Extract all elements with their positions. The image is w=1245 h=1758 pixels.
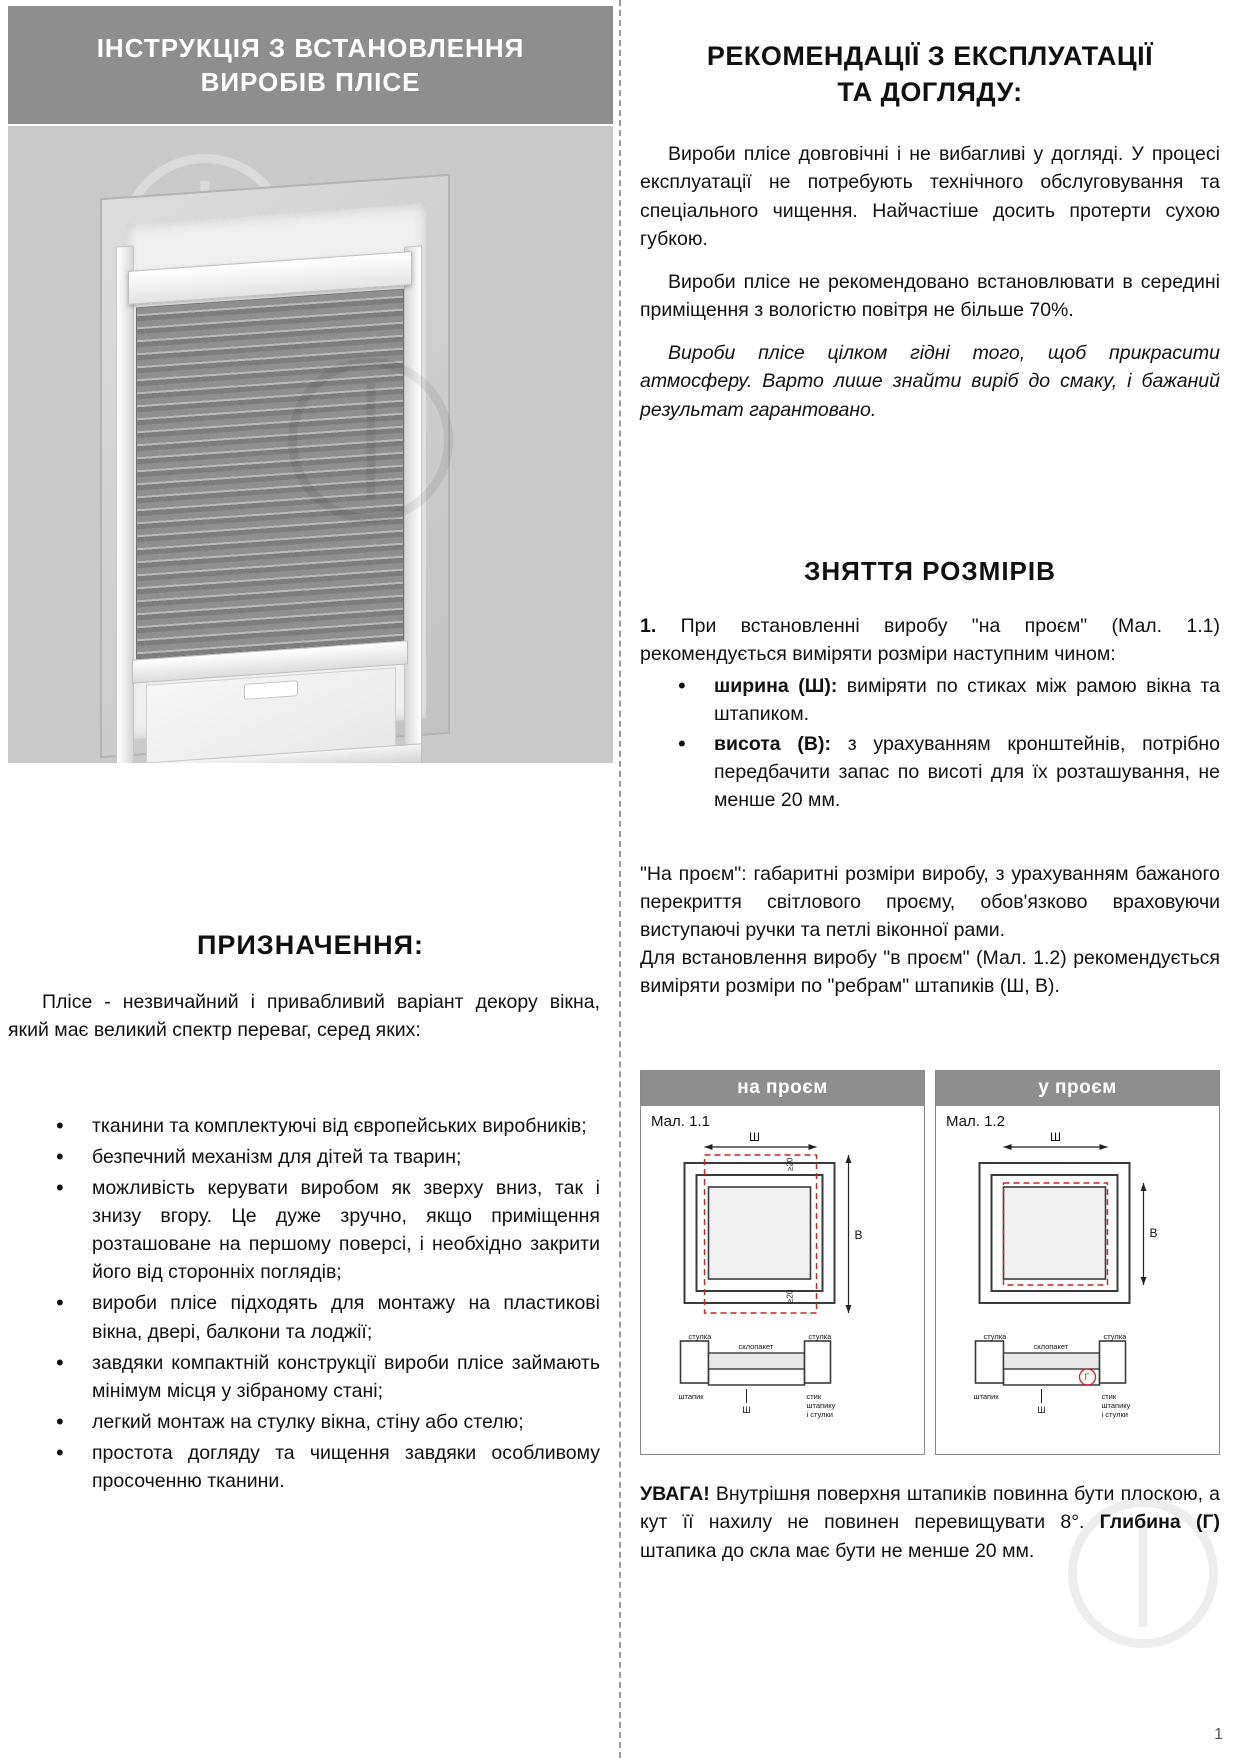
product-photo xyxy=(8,126,613,763)
list-item: • завдяки компактній конструкції вироби пліcе займають мінімум місця у зібраному стані; xyxy=(30,1349,600,1405)
diagram-u-proem xyxy=(935,1070,1220,1455)
window-frame-left xyxy=(116,245,134,763)
measurement-notes xyxy=(640,860,1220,1000)
list-item: • можливість керувати виробом як зверху вниз, так і знизу вгору. Це дуже зручно, якщо приміщення розташоване на першому поверсі, і необхідно закрити його від сторонніх поглядів; xyxy=(30,1174,600,1286)
list-item xyxy=(640,730,1220,814)
svg-text:склопакет: склопакет xyxy=(1033,1342,1069,1351)
measurement-note-2: Для встановлення виробу "в проєм" (Мал. 1.2) рекомендується виміряти розміри по "ребрам" штапиків (Ш, В). xyxy=(640,947,1220,998)
svg-text:стик: стик xyxy=(1101,1392,1117,1401)
bullet-text-height: з урахуванням кронштейнів, потрібно передбачити запас по висоті для їх розташування, не менше 20 мм. xyxy=(714,733,1220,812)
diagram-na-proem xyxy=(640,1070,925,1455)
watermark-right-icon xyxy=(1068,1498,1218,1648)
warning-text-1: Внутрішня поверхня штапиків повинна бути плоскою, а кут її нахилу не повинен перевищувати 8°. xyxy=(640,1483,1220,1534)
measurement-intro xyxy=(640,612,1220,668)
watermark-secondary-icon xyxy=(288,358,453,523)
right-column xyxy=(640,0,1236,1758)
column-divider xyxy=(619,0,621,1758)
measurement-intro-block xyxy=(640,612,1220,821)
list-item: • простота догляду та чищення завдяки особливому просоченню тканини. xyxy=(30,1439,600,1495)
care-paragraph-1: Вироби пліcе довговічні і не вибагливі у догляді. У процесі експлуатації не потребують технічного обслуговування та спеціального чищення. Найчастіше досить протерти сухою губкою. xyxy=(640,143,1220,251)
diagram-header-1: на проєм xyxy=(641,1071,924,1106)
purpose-bullet-list xyxy=(30,1112,600,1498)
diagram-svg-1 xyxy=(641,1127,924,1447)
svg-text:і стулки: і стулки xyxy=(806,1410,833,1419)
bullet-lead-height: висота (В): xyxy=(714,733,831,756)
diagram-svg-2 xyxy=(936,1127,1219,1447)
purpose-intro xyxy=(8,988,600,1045)
diagram-caption-1: Мал. 1.1 xyxy=(651,1113,710,1130)
svg-text:стулка: стулка xyxy=(1103,1332,1127,1341)
left-header-text xyxy=(97,31,525,100)
care-paragraph-2: Вироби пліcе не рекомендовано встановлювати в середині приміщення з вологістю повітря не більше 70%. xyxy=(640,270,1220,322)
svg-text:штапик: штапик xyxy=(973,1392,999,1401)
svg-text:стулка: стулка xyxy=(808,1332,832,1341)
care-heading-line2: ТА ДОГЛЯДУ: xyxy=(837,77,1023,108)
page-number: 1 xyxy=(1214,1726,1223,1743)
left-header-line1: ІНСТРУКЦІЯ З ВСТАНОВЛЕННЯ xyxy=(96,32,525,63)
bullet-lead-width: ширина (Ш): xyxy=(714,675,838,698)
svg-text:штапику: штапику xyxy=(1101,1401,1131,1410)
measurement-intro-text: При встановленні виробу "на проєм" (Мал. 1.1) рекомендується виміряти розміри наступним чином: xyxy=(640,615,1220,666)
svg-text:стулка: стулка xyxy=(983,1332,1007,1341)
svg-text:штапику: штапику xyxy=(806,1401,836,1410)
warning-text-2: штапика до скла має бути не менше 20 мм. xyxy=(640,1539,1035,1562)
svg-text:Ш: Ш xyxy=(1037,1405,1046,1415)
list-item: • безпечний механізм для дітей та тварин; xyxy=(30,1143,600,1171)
svg-text:стик: стик xyxy=(806,1392,822,1401)
diagram-header-2: у проєм xyxy=(936,1071,1219,1106)
warning-lead: УВАГА! xyxy=(640,1483,710,1505)
purpose-heading: ПРИЗНАЧЕННЯ: xyxy=(196,930,425,960)
svg-text:склопакет: склопакет xyxy=(738,1342,774,1351)
svg-text:Г: Г xyxy=(1084,1372,1090,1382)
measurement-bullet-list xyxy=(640,672,1220,814)
svg-text:Ш: Ш xyxy=(749,1130,760,1144)
list-item xyxy=(640,672,1220,728)
diagram-row xyxy=(640,1070,1220,1455)
list-item: • тканини та комплектуючі від європейських виробників; xyxy=(30,1112,600,1140)
left-header-line2: ВИРОБІВ ПЛІСЕ xyxy=(200,67,421,97)
care-paragraph-italic: Вироби пліcе цілком гідні того, щоб прикрасити атмосферу. Варто лише знайти виріб до смаку, і бажаний результат гарантовано. xyxy=(640,341,1220,421)
bullet-text-width: виміряти по стиках між рамою вікна та штапиком. xyxy=(714,675,1220,726)
left-column xyxy=(0,0,618,1758)
care-heading-line1: РЕКОМЕНДАЦІЇ З ЕКСПЛУАТАЦІЇ xyxy=(706,41,1154,71)
purpose-intro-text: Пліcе - незвичайний і привабливий варіант декору вікна, який має великий спектр переваг, серед яких: xyxy=(8,991,600,1042)
svg-text:В: В xyxy=(1149,1226,1158,1240)
svg-text:штапик: штапик xyxy=(678,1392,704,1401)
svg-text:В: В xyxy=(854,1228,863,1242)
measurement-step-number: 1. xyxy=(640,615,657,637)
svg-text:Ш: Ш xyxy=(1050,1130,1061,1144)
warning-bold-2: Глибина (Г) xyxy=(1099,1511,1220,1534)
measurement-note-1: "На проєм": габаритні розміри виробу, з урахуванням бажаного перекриття світлового проєму, обов'язково враховуючи виступаючі ручки та петлі віконної рами. xyxy=(640,863,1220,942)
svg-text:стулка: стулка xyxy=(688,1332,712,1341)
svg-text:≥20: ≥20 xyxy=(785,1157,795,1171)
svg-text:Ш: Ш xyxy=(742,1405,751,1415)
diagram-caption-2: Мал. 1.2 xyxy=(946,1113,1005,1130)
svg-text:≥20: ≥20 xyxy=(785,1289,795,1303)
care-heading xyxy=(640,38,1220,111)
measurement-heading: ЗНЯТТЯ РОЗМІРІВ xyxy=(804,556,1056,586)
care-body xyxy=(640,140,1220,438)
list-item: • легкий монтаж на стулку вікна, стіну або стелю; xyxy=(30,1408,600,1436)
svg-text:і стулки: і стулки xyxy=(1101,1410,1128,1419)
left-header-banner xyxy=(8,6,613,124)
list-item: • вироби пліcе підходять для монтажу на пластикові вікна, двері, балкони та лоджії; xyxy=(30,1289,600,1345)
